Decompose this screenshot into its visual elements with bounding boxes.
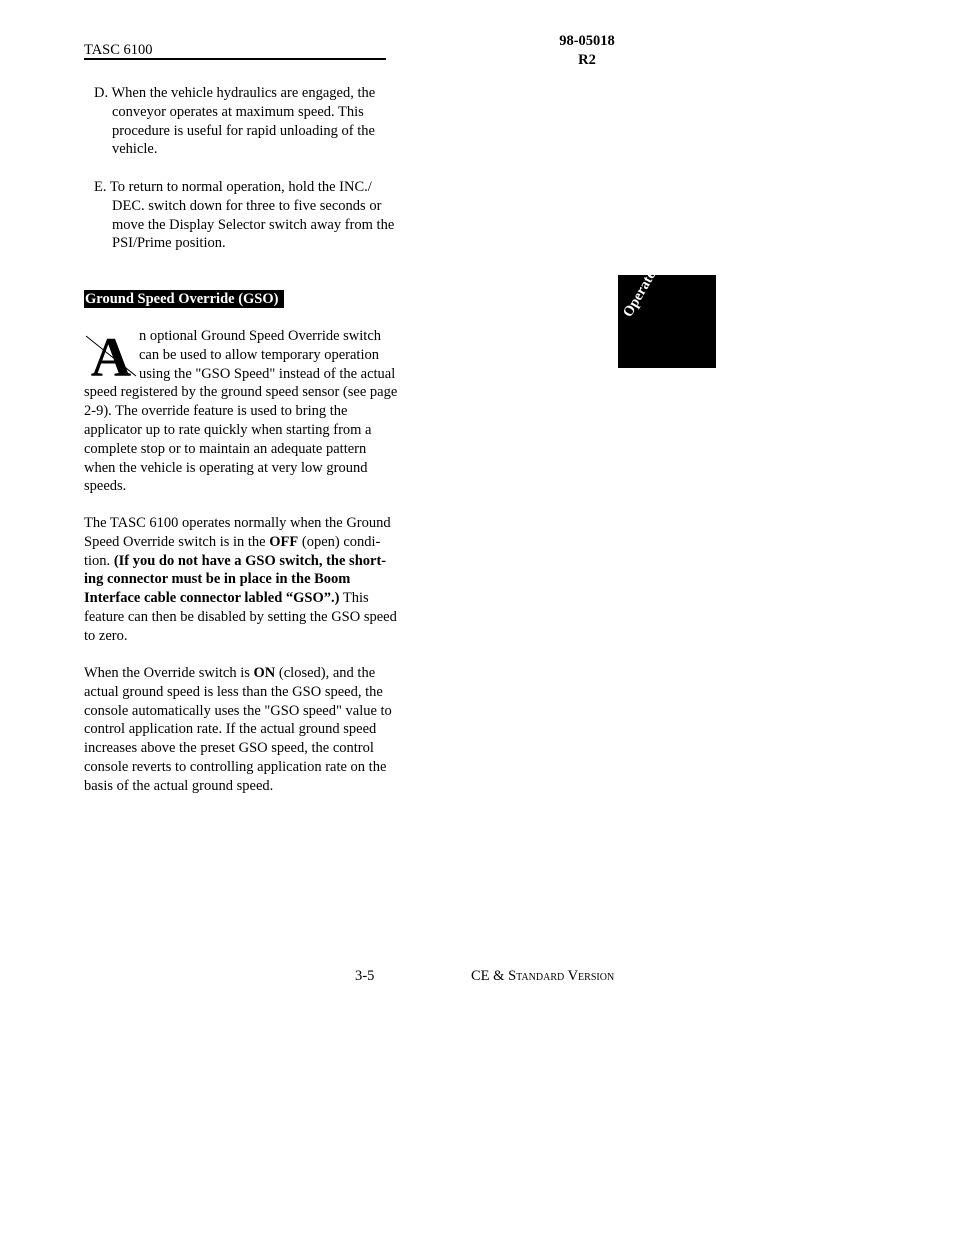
text-line <box>84 589 424 608</box>
section-heading: Ground Speed Override (GSO) <box>84 290 284 308</box>
doc-revision: R2 <box>578 52 596 68</box>
text-line: feature can then be disabled by setting the GSO speed <box>84 608 397 625</box>
item-line: move the Display Selector switch away from the <box>112 216 395 233</box>
version-prefix: CE & <box>471 968 509 984</box>
text-line: using the "GSO Speed" instead of the actual <box>139 365 396 382</box>
bold-note: (If you do not have a GSO switch, the short- <box>113 552 387 569</box>
text-line: The TASC 6100 operates normally when the Ground <box>84 515 391 531</box>
bold-on: ON <box>253 665 276 681</box>
text-line: applicator up to rate quickly when starting from a <box>84 421 372 438</box>
paragraph-override-on <box>84 664 424 796</box>
side-tab-label: Operate <box>620 268 660 320</box>
text-line: speed registered by the ground speed sensor (see page <box>84 384 398 401</box>
text-run: Speed Override switch is in the <box>84 533 270 550</box>
text-line: n optional Ground Speed Override switch <box>139 328 382 344</box>
text-line: 2-9). The override feature is used to bring the <box>84 403 348 420</box>
text-line <box>84 570 424 589</box>
text-line: can be used to allow temporary operation <box>139 346 379 363</box>
dropcap-letter: A <box>90 330 132 378</box>
item-line: conveyor operates at maximum speed. This <box>112 103 364 120</box>
document-number-block <box>540 32 634 70</box>
bold-note: Interface cable connector labled “GSO”.) <box>84 590 340 607</box>
item-line: D. When the vehicle hydraulics are engaged, the <box>94 85 376 101</box>
text-line: when the vehicle is operating at very low ground <box>84 459 368 476</box>
item-line: PSI/Prime position. <box>112 235 226 252</box>
version-text: Standard Version <box>508 968 615 984</box>
text-line <box>84 552 424 571</box>
text-run: (closed), and the <box>275 665 376 681</box>
item-line: E. To return to normal operation, hold the INC./ <box>94 179 372 195</box>
item-line: DEC. switch down for three to five seconds or <box>112 197 382 214</box>
item-line: procedure is useful for rapid unloading of the <box>112 122 375 139</box>
text-run: This <box>339 590 369 607</box>
text-line <box>84 533 424 552</box>
header-product-name: TASC 6100 <box>84 42 153 58</box>
list-item-e <box>94 178 424 253</box>
bold-off: OFF <box>269 533 299 550</box>
page-number: 3-5 <box>355 968 375 984</box>
text-line: control application rate. If the actual ground speed <box>84 721 377 738</box>
footer-version <box>471 968 614 985</box>
text-line: console reverts to controlling application rate on the <box>84 758 387 775</box>
text-run: tion. <box>84 552 114 569</box>
text-line: actual ground speed is less than the GSO speed, the <box>84 683 383 700</box>
text-line: to zero. <box>84 627 128 644</box>
paragraph-normal-operation <box>84 514 424 646</box>
text-line: basis of the actual ground speed. <box>84 777 274 794</box>
bold-note: ing connector must be in place in the Boom <box>84 571 351 588</box>
text-line <box>84 664 424 683</box>
text-line: console automatically uses the "GSO speed" value to <box>84 702 392 719</box>
header-rule <box>84 58 386 60</box>
item-line: vehicle. <box>112 141 158 158</box>
text-line: complete stop or to maintain an adequate pattern <box>84 440 367 457</box>
text-run: (open) condi- <box>298 533 381 550</box>
text-run: When the Override switch is <box>84 665 254 681</box>
paragraph-intro <box>84 327 424 496</box>
doc-number: 98-05018 <box>559 33 615 49</box>
text-line: increases above the preset GSO speed, the control <box>84 740 374 757</box>
text-line: speeds. <box>84 478 127 495</box>
list-item-d <box>94 84 424 159</box>
